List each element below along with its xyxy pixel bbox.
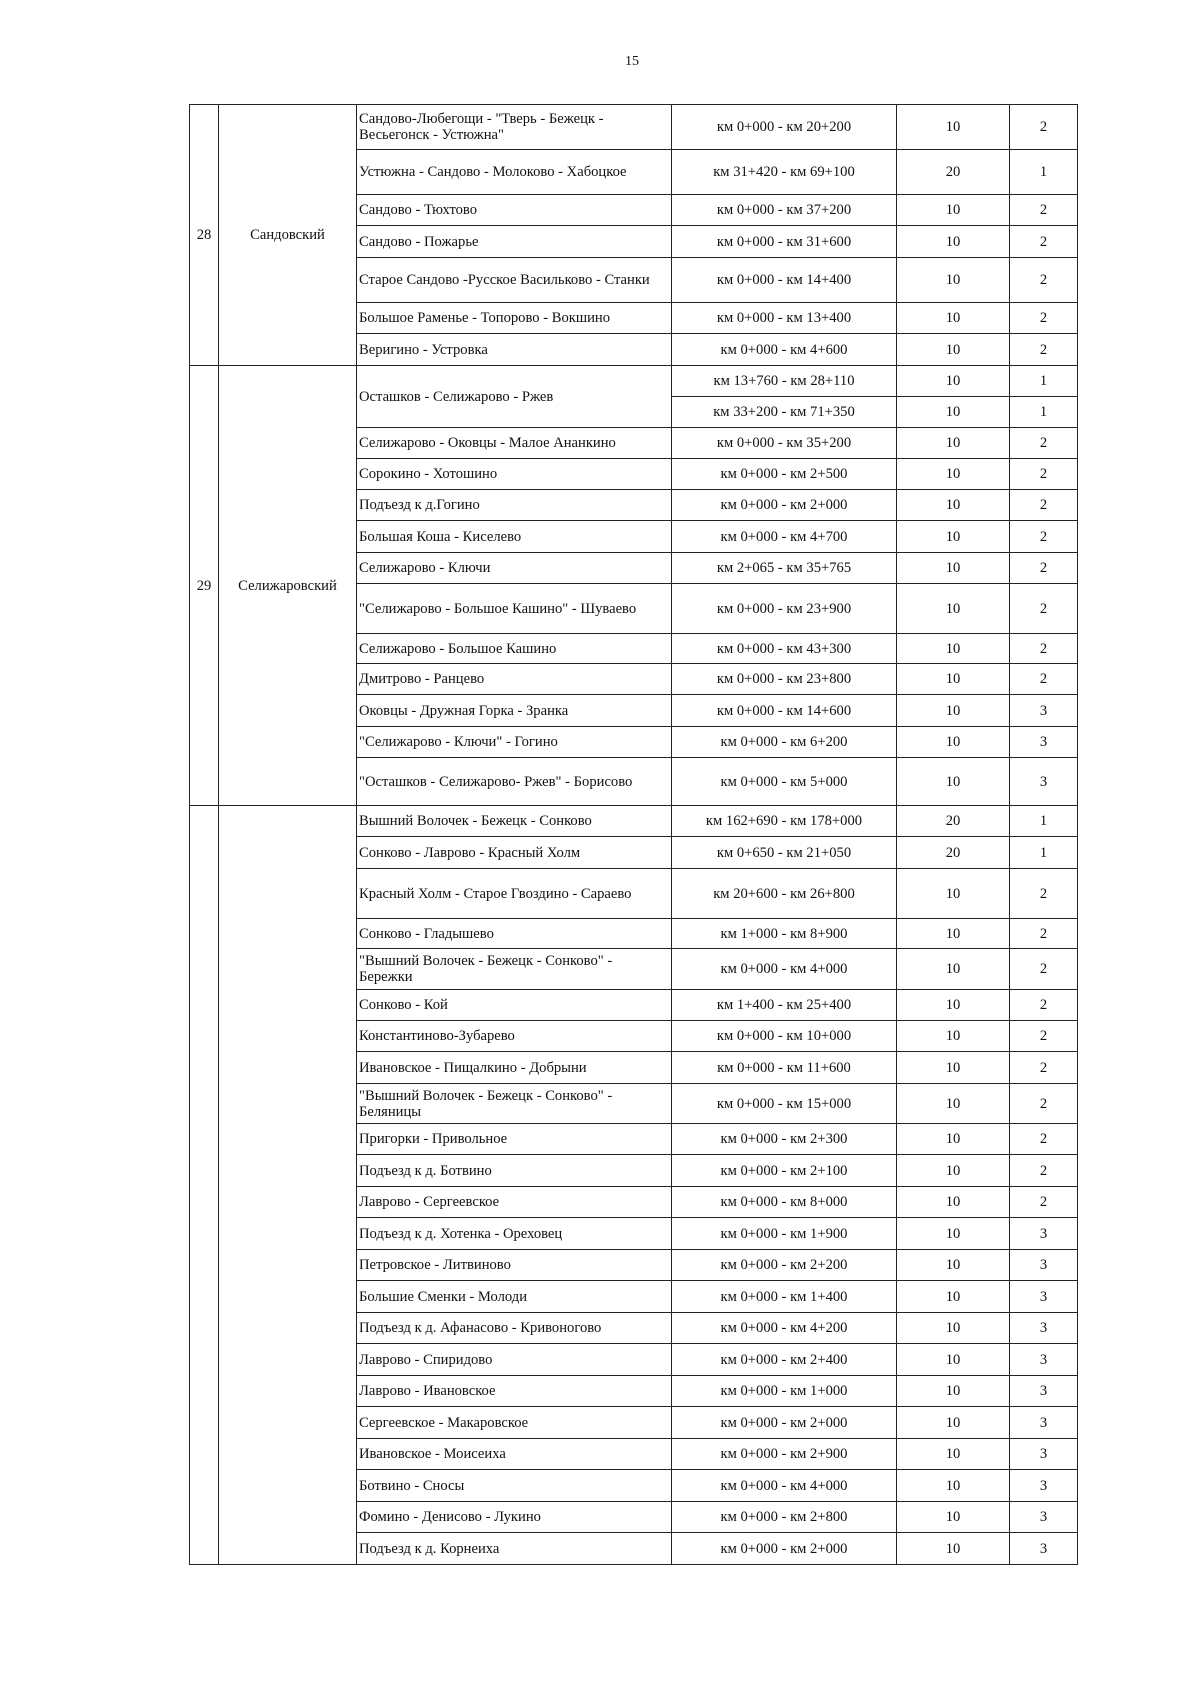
road-km-range: км 2+065 - км 35+765 [672,553,897,584]
road-category: 1 [1010,150,1078,195]
road-km-range: км 0+000 - км 2+000 [672,490,897,521]
road-width-value: 10 [897,1155,1010,1187]
road-km-range: км 0+000 - км 14+600 [672,695,897,727]
table-row [190,806,1078,837]
road-category: 2 [1010,490,1078,521]
road-km-range: км 0+000 - км 4+600 [672,334,897,366]
road-km-range: км 0+000 - км 8+000 [672,1187,897,1218]
road-width-value: 10 [897,949,1010,990]
road-width-value: 10 [897,1502,1010,1533]
road-name: Селижарово - Оковцы - Малое Ананкино [357,428,672,459]
road-name: Фомино - Денисово - Лукино [357,1502,672,1533]
road-category: 2 [1010,258,1078,303]
road-width-value: 10 [897,695,1010,727]
road-category: 3 [1010,1376,1078,1407]
road-category: 3 [1010,1533,1078,1565]
table-row [190,366,1078,397]
road-width-value: 10 [897,1281,1010,1313]
road-km-range: км 0+000 - км 4+000 [672,949,897,990]
road-km-range: км 0+000 - км 2+200 [672,1250,897,1281]
road-category: 2 [1010,105,1078,150]
road-km-range: км 0+000 - км 10+000 [672,1021,897,1052]
road-category: 1 [1010,837,1078,869]
road-name: Вышний Волочек - Бежецк - Сонково [357,806,672,837]
district-name: Сандовский [219,105,357,366]
road-category: 2 [1010,919,1078,949]
road-width-value: 10 [897,490,1010,521]
road-name: Подъезд к д. Хотенка - Ореховец [357,1218,672,1250]
road-name: Подъезд к д. Корнеиха [357,1533,672,1565]
road-km-range: км 162+690 - км 178+000 [672,806,897,837]
road-category: 2 [1010,1187,1078,1218]
road-category: 3 [1010,758,1078,806]
road-width-value: 10 [897,1187,1010,1218]
road-name: Большая Коша - Киселево [357,521,672,553]
road-name: Осташков - Селижарово - Ржев [357,366,672,428]
road-width-value: 10 [897,1084,1010,1124]
road-width-value: 20 [897,837,1010,869]
road-category: 2 [1010,1052,1078,1084]
road-km-range: км 0+000 - км 2+000 [672,1533,897,1565]
road-width-value: 10 [897,334,1010,366]
road-km-range: км 0+000 - км 37+200 [672,195,897,226]
road-category: 3 [1010,1218,1078,1250]
road-name: Сандово-Любегощи - "Тверь - Бежецк - Весьегонск - Устюжна" [357,105,672,150]
road-width-value: 10 [897,1344,1010,1376]
road-km-range: км 0+000 - км 2+900 [672,1439,897,1470]
road-category: 2 [1010,428,1078,459]
road-width-value: 10 [897,195,1010,226]
roads-table-body [190,105,1078,1565]
road-km-range: км 0+000 - км 2+800 [672,1502,897,1533]
road-km-range: км 13+760 - км 28+110 [672,366,897,397]
road-width-value: 10 [897,1407,1010,1439]
road-name: "Осташков - Селижарово- Ржев" - Борисово [357,758,672,806]
road-km-range: км 0+000 - км 20+200 [672,105,897,150]
group-number: 29 [190,366,219,806]
road-category: 2 [1010,553,1078,584]
road-name: Подъезд к д.Гогино [357,490,672,521]
road-width-value: 10 [897,727,1010,758]
road-name: Константиново-Зубарево [357,1021,672,1052]
road-km-range: км 0+000 - км 1+900 [672,1218,897,1250]
road-category: 3 [1010,1250,1078,1281]
group-number: 28 [190,105,219,366]
road-name: Устюжна - Сандово - Молоково - Хабоцкое [357,150,672,195]
road-width-value: 10 [897,303,1010,334]
road-km-range: км 1+400 - км 25+400 [672,990,897,1021]
road-name: Сонково - Гладышево [357,919,672,949]
road-name: Подъезд к д. Афанасово - Кривоногово [357,1313,672,1344]
road-km-range: км 0+000 - км 2+500 [672,459,897,490]
road-width-value: 10 [897,521,1010,553]
road-km-range: км 0+000 - км 4+000 [672,1470,897,1502]
road-category: 2 [1010,1124,1078,1155]
road-category: 1 [1010,397,1078,428]
road-km-range: км 0+000 - км 35+200 [672,428,897,459]
road-width-value: 10 [897,634,1010,664]
road-width-value: 10 [897,1250,1010,1281]
road-category: 2 [1010,459,1078,490]
road-km-range: км 0+000 - км 1+400 [672,1281,897,1313]
road-km-range: км 0+000 - км 14+400 [672,258,897,303]
road-category: 1 [1010,366,1078,397]
road-name: Селижарово - Большое Кашино [357,634,672,664]
road-name: Ивановское - Пищалкино - Добрыни [357,1052,672,1084]
road-width-value: 10 [897,758,1010,806]
road-name: Сонково - Кой [357,990,672,1021]
road-km-range: км 33+200 - км 71+350 [672,397,897,428]
road-name: Лаврово - Ивановское [357,1376,672,1407]
road-category: 3 [1010,727,1078,758]
road-category: 2 [1010,990,1078,1021]
table-row [190,105,1078,150]
road-name: Большое Раменье - Топорово - Вокшино [357,303,672,334]
road-name: Сорокино - Хотошино [357,459,672,490]
road-width-value: 10 [897,1470,1010,1502]
road-category: 2 [1010,334,1078,366]
road-category: 3 [1010,695,1078,727]
road-name: "Селижарово - Ключи" - Гогино [357,727,672,758]
road-category: 2 [1010,1155,1078,1187]
road-name: Старое Сандово -Русское Васильково - Станки [357,258,672,303]
road-km-range: км 0+000 - км 2+300 [672,1124,897,1155]
road-km-range: км 0+000 - км 1+000 [672,1376,897,1407]
district-name [219,806,357,1565]
road-name: Лаврово - Спиридово [357,1344,672,1376]
road-category: 3 [1010,1407,1078,1439]
road-category: 2 [1010,226,1078,258]
road-category: 2 [1010,195,1078,226]
road-category: 3 [1010,1313,1078,1344]
road-width-value: 10 [897,1052,1010,1084]
road-km-range: км 0+000 - км 2+000 [672,1407,897,1439]
road-km-range: км 0+000 - км 11+600 [672,1052,897,1084]
road-name: Красный Холм - Старое Гвоздино - Сараево [357,869,672,919]
road-name: "Селижарово - Большое Кашино" - Шуваево [357,584,672,634]
road-name: Лаврово - Сергеевское [357,1187,672,1218]
road-name: Сонково - Лаврово - Красный Холм [357,837,672,869]
road-width-value: 10 [897,258,1010,303]
road-name: Сандово - Тюхтово [357,195,672,226]
road-km-range: км 1+000 - км 8+900 [672,919,897,949]
road-width-value: 20 [897,806,1010,837]
road-name: Оковцы - Дружная Горка - Зранка [357,695,672,727]
group-number [190,806,219,1565]
road-name: "Вышний Волочек - Бежецк - Сонково" - Беляницы [357,1084,672,1124]
road-width-value: 10 [897,226,1010,258]
road-name: Дмитрово - Ранцево [357,664,672,695]
road-width-value: 20 [897,150,1010,195]
road-width-value: 10 [897,1218,1010,1250]
road-km-range: км 20+600 - км 26+800 [672,869,897,919]
road-name: Селижарово - Ключи [357,553,672,584]
road-width-value: 10 [897,105,1010,150]
road-name: Веригино - Устровка [357,334,672,366]
road-width-value: 10 [897,1439,1010,1470]
road-category: 2 [1010,584,1078,634]
road-width-value: 10 [897,428,1010,459]
road-km-range: км 0+000 - км 15+000 [672,1084,897,1124]
road-km-range: км 0+000 - км 4+200 [672,1313,897,1344]
road-km-range: км 0+000 - км 2+100 [672,1155,897,1187]
road-km-range: км 0+000 - км 43+300 [672,634,897,664]
road-width-value: 10 [897,366,1010,397]
road-width-value: 10 [897,584,1010,634]
roads-table [189,104,1078,1565]
road-km-range: км 0+000 - км 6+200 [672,727,897,758]
road-name: Петровское - Литвиново [357,1250,672,1281]
road-category: 2 [1010,1084,1078,1124]
road-width-value: 10 [897,1376,1010,1407]
road-width-value: 10 [897,919,1010,949]
road-category: 3 [1010,1470,1078,1502]
road-category: 2 [1010,521,1078,553]
road-width-value: 10 [897,553,1010,584]
road-category: 2 [1010,634,1078,664]
road-width-value: 10 [897,397,1010,428]
road-category: 1 [1010,806,1078,837]
road-km-range: км 0+650 - км 21+050 [672,837,897,869]
road-km-range: км 0+000 - км 13+400 [672,303,897,334]
page-number: 15 [625,54,639,69]
road-km-range: км 0+000 - км 23+900 [672,584,897,634]
road-width-value: 10 [897,1313,1010,1344]
road-width-value: 10 [897,990,1010,1021]
road-name: Ивановское - Моисеиха [357,1439,672,1470]
road-category: 3 [1010,1281,1078,1313]
road-km-range: км 31+420 - км 69+100 [672,150,897,195]
road-name: Сандово - Пожарье [357,226,672,258]
road-category: 2 [1010,303,1078,334]
road-width-value: 10 [897,869,1010,919]
road-name: Сергеевское - Макаровское [357,1407,672,1439]
road-category: 2 [1010,1021,1078,1052]
road-km-range: км 0+000 - км 2+400 [672,1344,897,1376]
road-category: 3 [1010,1502,1078,1533]
road-width-value: 10 [897,459,1010,490]
road-km-range: км 0+000 - км 31+600 [672,226,897,258]
road-name: Большие Сменки - Молоди [357,1281,672,1313]
road-km-range: км 0+000 - км 4+700 [672,521,897,553]
road-km-range: км 0+000 - км 23+800 [672,664,897,695]
road-name: "Вышний Волочек - Бежецк - Сонково" - Бережки [357,949,672,990]
road-width-value: 10 [897,1021,1010,1052]
road-width-value: 10 [897,1124,1010,1155]
road-width-value: 10 [897,1533,1010,1565]
road-width-value: 10 [897,664,1010,695]
road-category: 3 [1010,1344,1078,1376]
district-name: Селижаровский [219,366,357,806]
road-name: Пригорки - Привольное [357,1124,672,1155]
road-km-range: км 0+000 - км 5+000 [672,758,897,806]
road-category: 2 [1010,869,1078,919]
road-category: 3 [1010,1439,1078,1470]
road-category: 2 [1010,949,1078,990]
road-category: 2 [1010,664,1078,695]
road-name: Подъезд к д. Ботвино [357,1155,672,1187]
road-name: Ботвино - Сносы [357,1470,672,1502]
